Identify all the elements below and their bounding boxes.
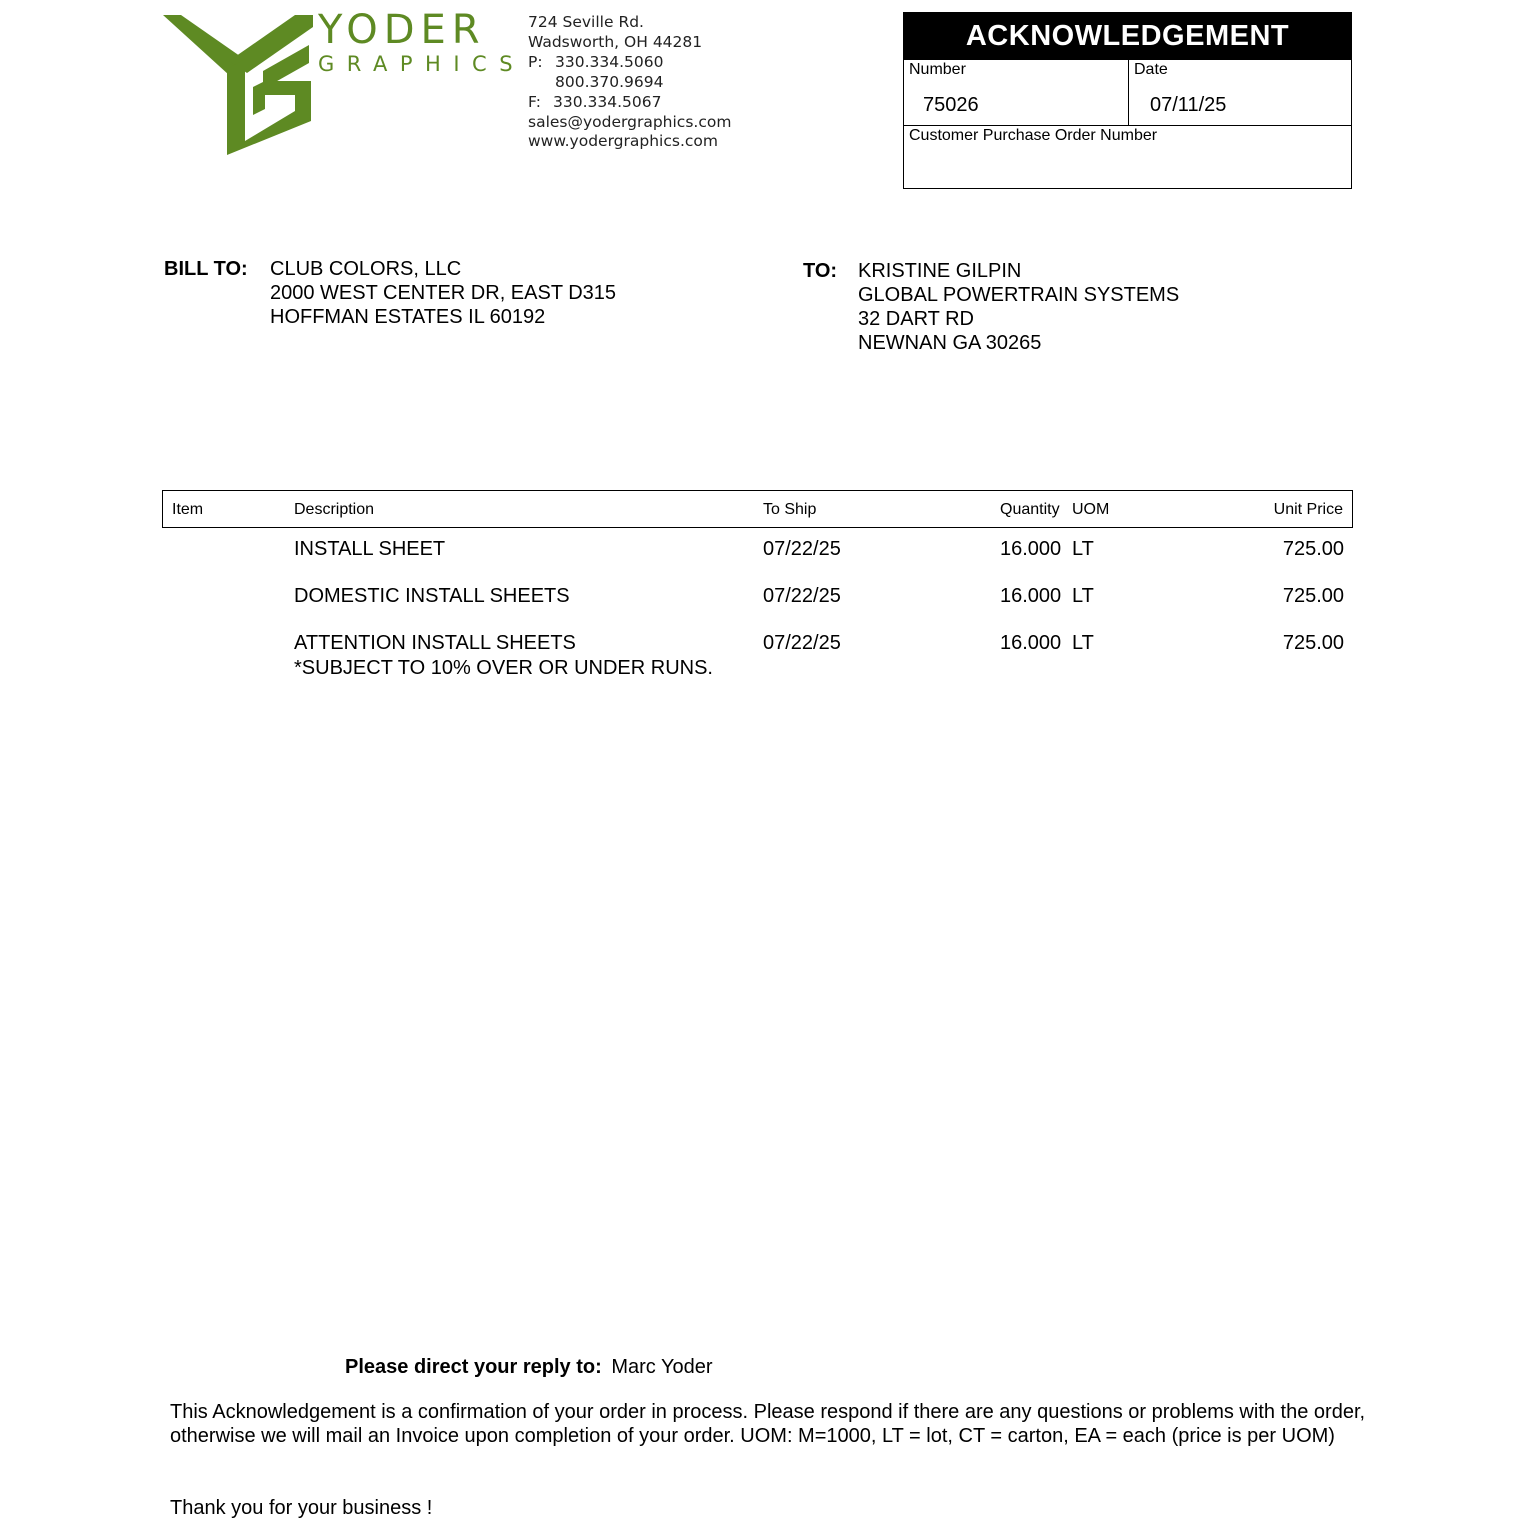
- company-fax: 330.334.5067: [553, 93, 662, 111]
- box-divider-vertical: [1128, 60, 1129, 125]
- acknowledgement-box: [903, 12, 1352, 189]
- row-description: ATTENTION INSTALL SHEETS: [294, 632, 576, 654]
- bill-to-label: BILL TO:: [164, 258, 248, 280]
- row-quantity: 16.000: [1000, 585, 1062, 607]
- row-to-ship: 07/22/25: [763, 632, 841, 654]
- row-quantity: 16.000: [1000, 538, 1062, 560]
- table-note: *SUBJECT TO 10% OVER OR UNDER RUNS.: [294, 657, 713, 679]
- row-to-ship: 07/22/25: [763, 585, 841, 607]
- company-address-line-2: Wadsworth, OH 44281: [528, 33, 703, 51]
- row-unit-price: 725.00: [1282, 538, 1344, 560]
- bill-to-line-1: CLUB COLORS, LLC: [270, 258, 462, 280]
- logo-subtitle: GRAPHICS: [318, 52, 526, 76]
- footer-message: This Acknowledgement is a confirmation of your order in process. Please respond if there are any questions or problems with the order, otherwise we will mail an Invoice upon completion of your order. UOM: M=1000, LT = lot, CT = carton, EA = each (price is per UOM): [170, 1401, 1366, 1447]
- ship-to-line-3: 32 DART RD: [858, 308, 974, 330]
- ship-to-line-2: GLOBAL POWERTRAIN SYSTEMS: [858, 284, 1180, 306]
- row-unit-price: 725.00: [1282, 585, 1344, 607]
- row-to-ship: 07/22/25: [763, 538, 841, 560]
- yoder-graphics-logo-mark: [163, 13, 313, 158]
- column-header-uom: UOM: [1072, 501, 1110, 518]
- company-fax-label: F:: [528, 93, 541, 111]
- ship-to-line-4: NEWNAN GA 30265: [858, 332, 1042, 354]
- row-quantity: 16.000: [1000, 632, 1062, 654]
- number-value: 75026: [923, 94, 979, 116]
- row-uom: LT: [1072, 632, 1094, 654]
- column-header-to-ship: To Ship: [763, 501, 817, 518]
- bill-to-line-2: 2000 WEST CENTER DR, EAST D315: [270, 282, 617, 304]
- table-header: [162, 490, 1353, 528]
- row-uom: LT: [1072, 585, 1094, 607]
- ship-to-label: TO:: [803, 260, 838, 282]
- row-unit-price: 725.00: [1282, 632, 1344, 654]
- logo-wordmark: YODER: [318, 7, 486, 53]
- column-header-item: Item: [172, 501, 204, 518]
- footer-thanks: Thank you for your business !: [170, 1497, 433, 1519]
- date-label: Date: [1134, 61, 1168, 78]
- po-number-label: Customer Purchase Order Number: [909, 127, 1158, 144]
- ship-to-line-1: KRISTINE GILPIN: [858, 260, 1022, 282]
- company-phone-label: P:: [528, 53, 543, 71]
- reply-name: Marc Yoder: [611, 1356, 713, 1378]
- column-header-description: Description: [294, 501, 375, 518]
- number-label: Number: [909, 61, 966, 78]
- company-email: sales@yodergraphics.com: [528, 113, 732, 131]
- date-value: 07/11/25: [1150, 94, 1227, 116]
- box-divider-horizontal: [904, 125, 1351, 126]
- column-header-unit-price: Unit Price: [1273, 501, 1343, 518]
- row-description: DOMESTIC INSTALL SHEETS: [294, 585, 570, 607]
- company-phone-2: 800.370.9694: [555, 73, 664, 91]
- row-description: INSTALL SHEET: [294, 538, 446, 560]
- row-uom: LT: [1072, 538, 1094, 560]
- company-address-line-1: 724 Seville Rd.: [528, 13, 644, 31]
- acknowledgement-title: ACKNOWLEDGEMENT: [904, 13, 1351, 60]
- reply-line: [345, 1355, 713, 1379]
- reply-label: Please direct your reply to:: [345, 1356, 602, 1378]
- company-website: www.yodergraphics.com: [528, 132, 718, 150]
- column-header-quantity: Quantity: [1000, 501, 1060, 518]
- company-phone-1: 330.334.5060: [555, 53, 664, 71]
- bill-to-line-3: HOFFMAN ESTATES IL 60192: [270, 306, 546, 328]
